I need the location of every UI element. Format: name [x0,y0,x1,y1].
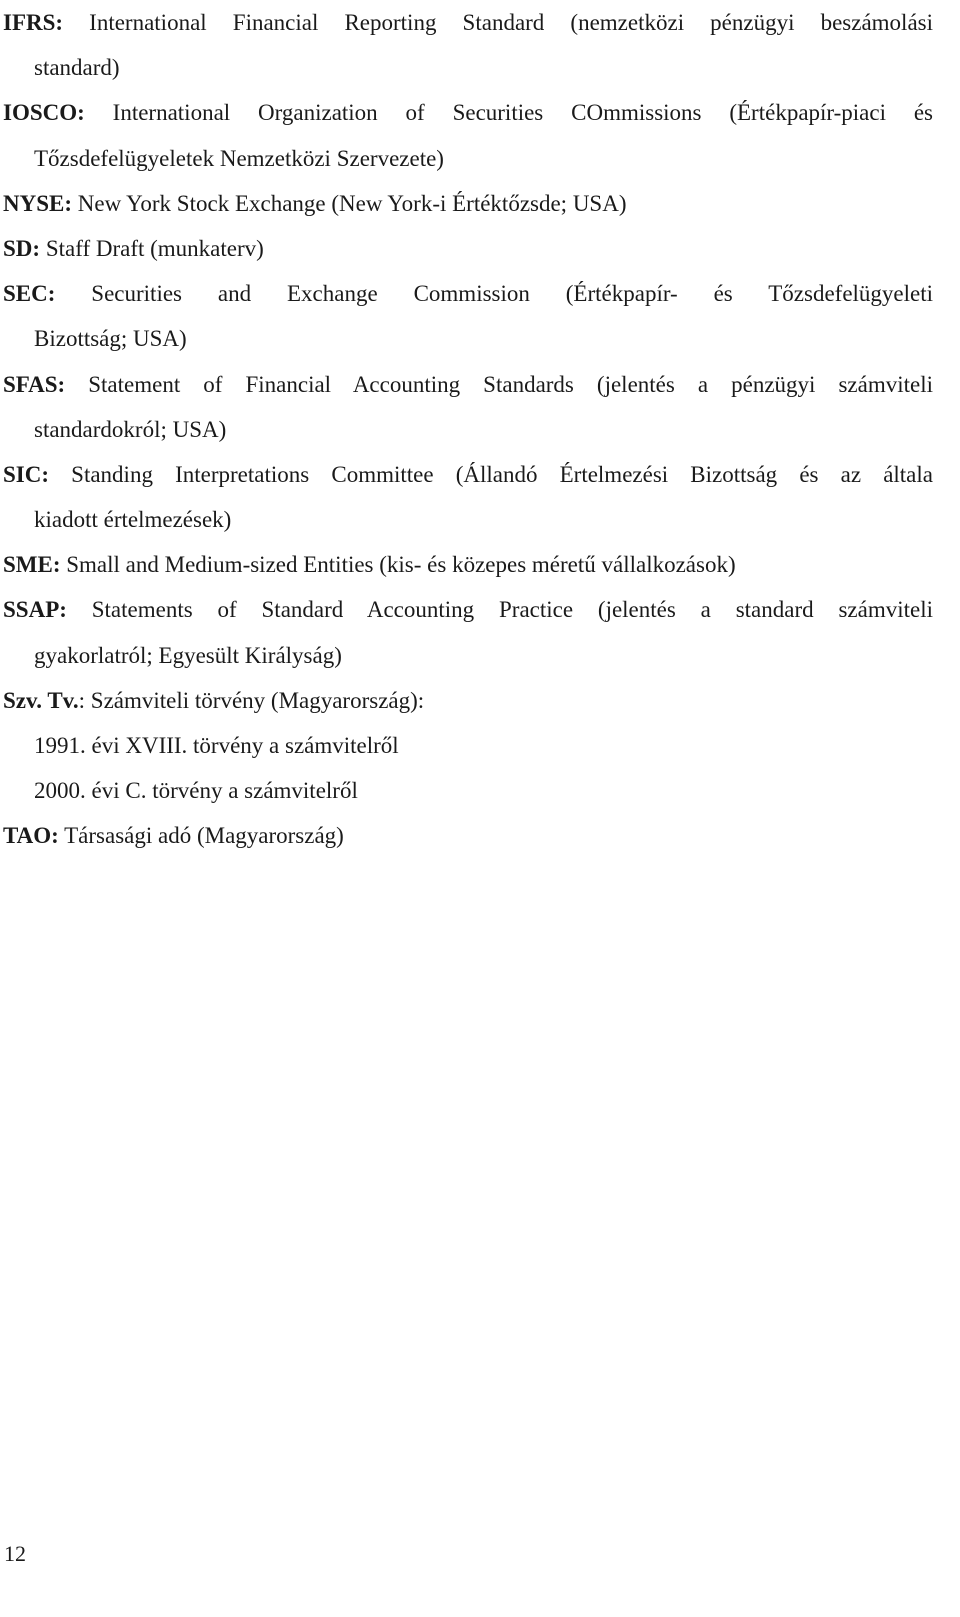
entry-line [3,0,933,45]
entry-sub-item: 1991. évi XVIII. törvény a számvitelről [34,733,399,758]
glossary-entry-sme [3,542,933,587]
entry-term: IFRS: [3,10,64,35]
entry-term: SSAP: [3,597,67,623]
entry-definition: Statement of Financial Accounting Standards (jelentés a pénzügyi számviteli [65,371,933,397]
abbreviation-list [3,0,933,859]
entry-definition: Staff Draft (munkaterv) [40,235,264,261]
entry-definition: Small and Medium-sized Entities (kis- és közepes méretű vállalkozások) [60,552,736,578]
glossary-entry-sec [3,271,933,361]
entry-term: SME: [3,552,61,578]
entry-term: SD: [3,235,41,261]
entry-line [3,362,933,407]
entry-line [3,813,933,858]
entry-line [3,542,933,587]
entry-line [3,226,933,271]
entry-continuation: standard) [34,55,120,81]
entry-term: SIC: [3,461,50,487]
glossary-entry-ifrs [3,0,933,90]
entry-line [3,452,933,497]
entry-term: Szv. Tv. [3,687,79,713]
entry-continuation: kiadott értelmezések) [34,507,232,533]
entry-sub-item: 2000. évi C. törvény a számvitelről [34,778,358,804]
entry-term: TAO: [3,823,59,849]
glossary-entry-tao [3,813,933,858]
entry-line [3,181,933,226]
page-number: 12 [4,1541,26,1566]
entry-term: SFAS: [3,371,66,397]
entry-definition: Társasági adó (Magyarország) [58,823,344,849]
entry-term: NYSE: [3,190,73,216]
entry-term: SEC: [3,281,56,307]
glossary-entry-sd [3,226,933,271]
glossary-entry-nyse [3,181,933,226]
entry-line [3,587,933,632]
entry-definition: International Financial Reporting Standard (nemzetközi pénzügyi beszámolási [63,10,933,35]
entry-definition: Standing Interpretations Committee (Állandó Értelmezési Bizottság és az általa [49,461,933,487]
entry-continuation: Bizottság; USA) [34,326,187,352]
entry-term: IOSCO: [3,100,85,126]
entry-continuation: standardokról; USA) [34,416,227,442]
entry-continuation: Tőzsdefelügyeletek Nemzetközi Szervezete) [34,145,444,171]
entry-definition: New York Stock Exchange (New York-i Értéktőzsde; USA) [72,190,627,216]
entry-definition: Statements of Standard Accounting Practice (jelentés a standard számviteli [66,597,933,623]
entry-line [3,90,933,135]
entry-definition: International Organization of Securities COmmissions (Értékpapír-piaci és [84,100,933,126]
glossary-entry-iosco [3,90,933,180]
glossary-entry-ssap [3,587,933,677]
entry-definition: : Számviteli törvény (Magyarország): [78,687,425,713]
entry-line [3,678,933,723]
glossary-entry-sic [3,452,933,542]
entry-continuation: gyakorlatról; Egyesült Királyság) [34,642,342,668]
glossary-entry-sfas [3,362,933,452]
entry-definition: Securities and Exchange Commission (Értékpapír- és Tőzsdefelügyeleti [55,281,933,307]
entry-line [3,271,933,316]
glossary-entry-szvtv [3,678,933,814]
